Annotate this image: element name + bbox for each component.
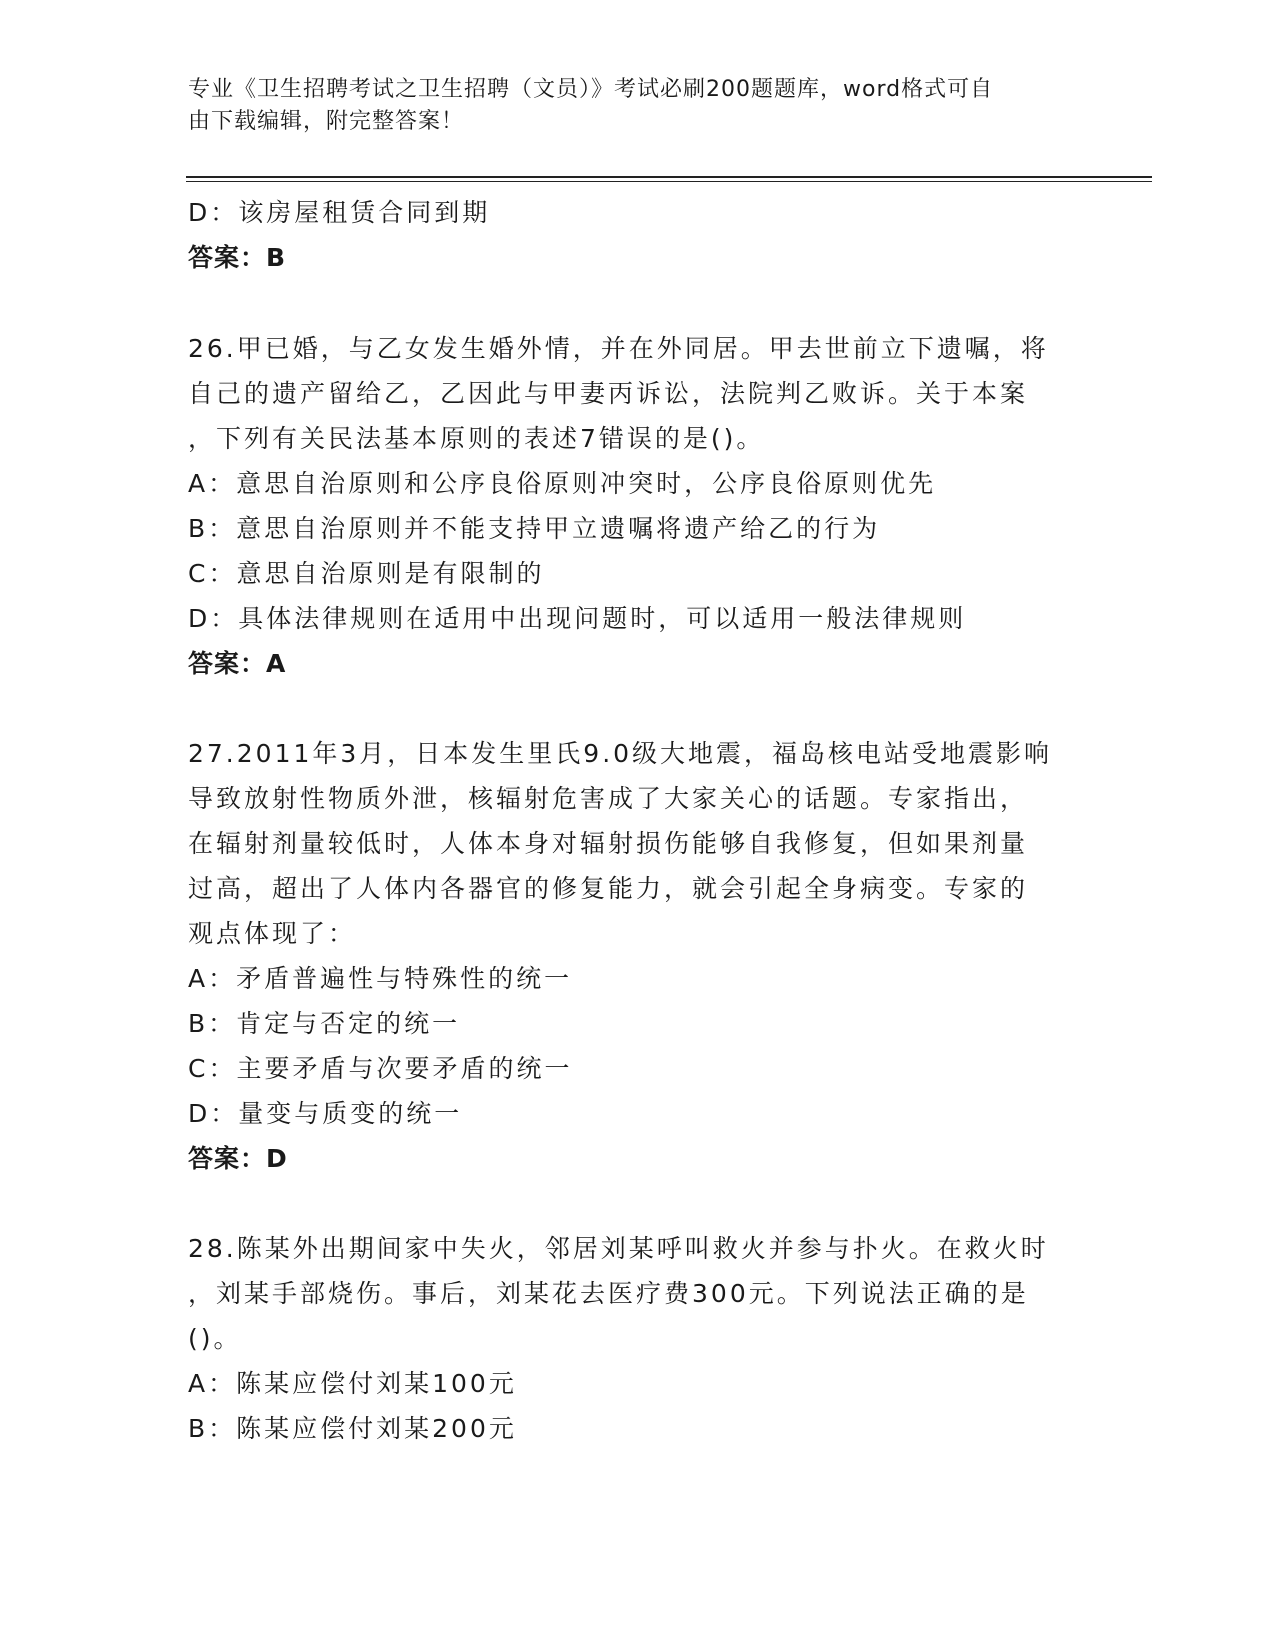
q26-option-c: C：意思自治原则是有限制的 — [188, 559, 545, 588]
header-line-2: 由下载编辑，附完整答案！ — [188, 109, 465, 134]
q25-answer: 答案：B — [188, 243, 287, 272]
q26-option-a: A：意思自治原则和公序良俗原则冲突时，公序良俗原则优先 — [188, 469, 937, 498]
q27-stem-3: 在辐射剂量较低时，人体本身对辐射损伤能够自我修复，但如果剂量 — [188, 829, 1029, 858]
q26-stem-3: ，下列有关民法基本原则的表述7错误的是()。 — [188, 424, 765, 453]
q27-stem-1: 27.2011年3月，日本发生里氏9.0级大地震，福岛核电站受地震影响 — [188, 739, 1053, 768]
header-rule-thick — [186, 176, 1152, 178]
header-line-1: 专业《卫生招聘考试之卫生招聘（文员）》考试必刷200题题库，word格式可自 — [188, 77, 994, 102]
q27-answer: 答案：D — [188, 1144, 288, 1173]
q26-stem-2: 自己的遗产留给乙，乙因此与甲妻丙诉讼，法院判乙败诉。关于本案 — [188, 379, 1029, 408]
q27-option-d: D：量变与质变的统一 — [188, 1099, 463, 1128]
document-header — [188, 74, 1068, 138]
q27-stem-4: 过高，超出了人体内各器官的修复能力，就会引起全身病变。专家的 — [188, 874, 1029, 903]
q28-stem-1: 28.陈某外出期间家中失火，邻居刘某呼叫救火并参与扑火。在救火时 — [188, 1234, 1049, 1263]
q27-option-c: C：主要矛盾与次要矛盾的统一 — [188, 1054, 573, 1083]
q25-option-d: D：该房屋租赁合同到期 — [188, 198, 491, 227]
q28-stem-2: ，刘某手部烧伤。事后，刘某花去医疗费300元。下列说法正确的是 — [188, 1279, 1029, 1308]
q26-stem-1: 26.甲已婚，与乙女发生婚外情，并在外同居。甲去世前立下遗嘱，将 — [188, 334, 1049, 363]
q26-option-b: B：意思自治原则并不能支持甲立遗嘱将遗产给乙的行为 — [188, 514, 881, 543]
header-rule-thin — [186, 181, 1152, 182]
q27-option-b: B：肯定与否定的统一 — [188, 1009, 461, 1038]
q28-option-a: A：陈某应偿付刘某100元 — [188, 1369, 517, 1398]
q28-stem-3: ()。 — [188, 1324, 242, 1353]
q26-option-d: D：具体法律规则在适用中出现问题时，可以适用一般法律规则 — [188, 604, 967, 633]
q27-stem-2: 导致放射性物质外泄，核辐射危害成了大家关心的话题。专家指出， — [188, 784, 1029, 813]
q27-stem-5: 观点体现了： — [188, 919, 357, 948]
q28-option-b: B：陈某应偿付刘某200元 — [188, 1414, 517, 1443]
q26-answer: 答案：A — [188, 649, 287, 678]
q27-option-a: A：矛盾普遍性与特殊性的统一 — [188, 964, 573, 993]
